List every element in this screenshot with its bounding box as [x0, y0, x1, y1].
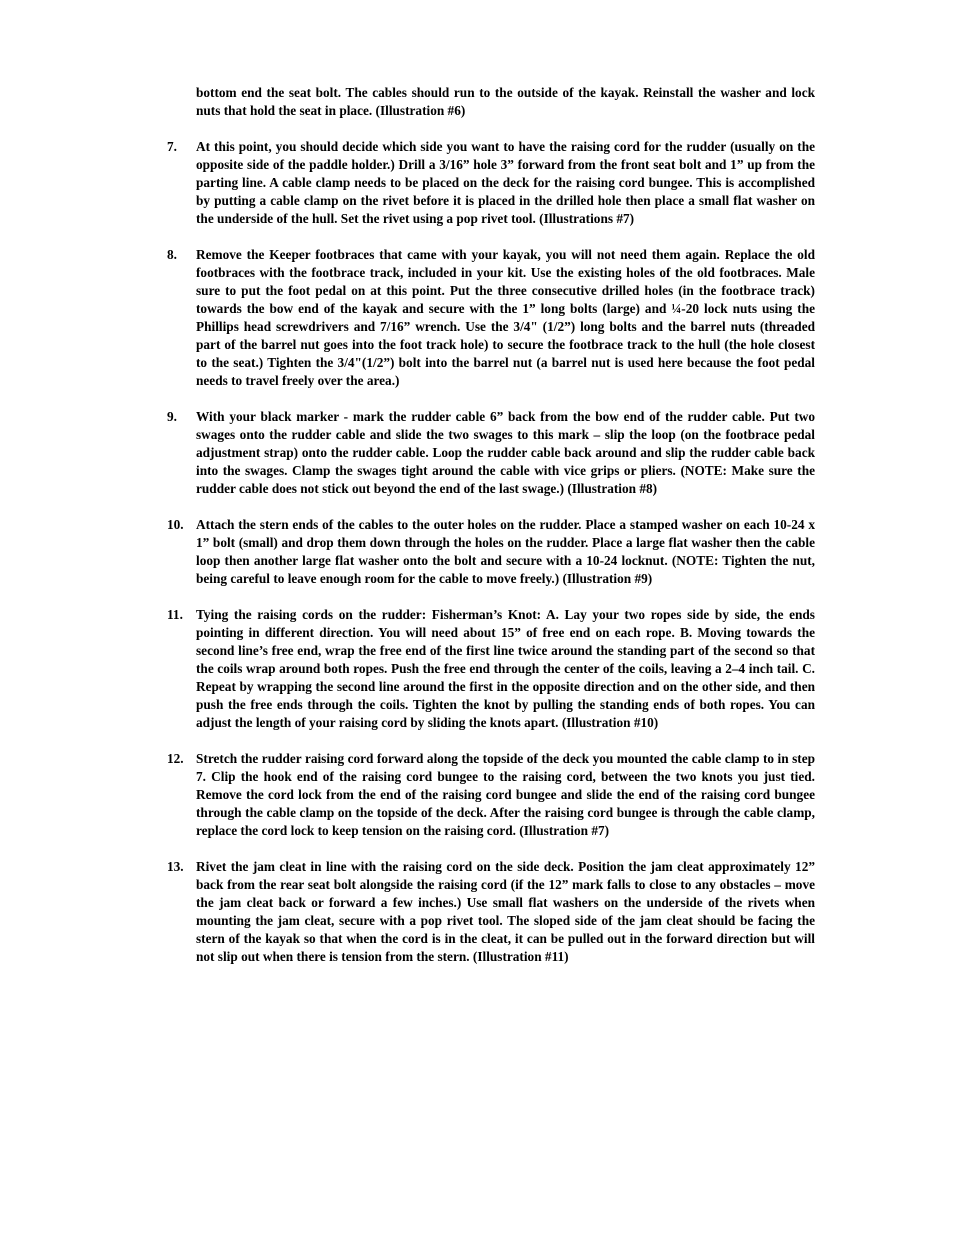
step-number: 9.	[167, 409, 177, 424]
step-number: 10.	[167, 517, 184, 532]
step-8	[167, 246, 815, 390]
step-number: 12.	[167, 751, 184, 766]
instructions-body	[167, 84, 815, 984]
step-10	[167, 516, 815, 588]
step-number: 8.	[167, 247, 177, 262]
step-text: Tying the raising cords on the rudder: Fisherman’s Knot: A. Lay your two ropes side by side, the ends pointing in different direction. You will need about 15” of free end on each rope. B. Moving towards the second line’s free end, wrap the free end of the first line twice around the standing part of the second so that the coils wrap around both ropes. Push the free end through the center of the coils, leaving a 2–4 inch tail. C. Repeat by wrapping the second line around the first in the opposite direction and on the other side, and then push the free ends through the coils. Tighten the knot by pulling the standing ends of both ropes. You can adjust the length of your raising cord by sliding the knots apart. (Illustration #10)	[196, 607, 815, 730]
step-text: Remove the Keeper footbraces that came with your kayak, you will not need them again. Replace the old footbraces with the footbrace track, included in your kit. Use the existing holes of the old footbraces. Male sure to put the foot pedal on at this point. Put the three consecutive drilled holes (in the footbrace track) towards the bow end of the kayak and secure with the 1” long bolts (large) and ¼-20 lock nuts using the Phillips head screwdrivers and 7/16” wrench. Use the 3/4" (1/2”) long bolts and the barrel nuts (threaded part of the barrel nut goes into the foot track hole) to secure the footbrace track to the hull (the hole closest to the seat.) Tighten the 3/4"(1/2”) bolt into the barrel nut (a barrel nut is used here because the foot pedal needs to travel freely over the area.)	[196, 247, 815, 388]
step-13	[167, 858, 815, 966]
step-12	[167, 750, 815, 840]
step-number: 13.	[167, 859, 184, 874]
continuation-text: bottom end the seat bolt. The cables should run to the outside of the kayak. Reinstall the washer and lock nuts that hold the seat in place. (Illustration #6)	[196, 85, 815, 118]
step-11	[167, 606, 815, 732]
step-text: Stretch the rudder raising cord forward along the topside of the deck you mounted the cable clamp to in step 7. Clip the hook end of the raising cord bungee to the raising cord, between the two knots you just tied. Remove the cord lock from the end of the raising cord bungee and slide the end of the raising cord bungee through the cable clamp on the topside of the deck. After the raising cord bungee is through the cable clamp, replace the cord lock to keep tension on the raising cord. (Illustration #7)	[196, 751, 815, 838]
step-number: 7.	[167, 139, 177, 154]
step-9	[167, 408, 815, 498]
step-text: Rivet the jam cleat in line with the raising cord on the side deck. Position the jam cleat approximately 12” back from the rear seat bolt alongside the raising cord (if the 12” mark falls to close to any obstacles – move the jam cleat back or forward a few inches.) Use small flat washers on the underside of the rivets when mounting the jam cleat, secure with a pop rivet tool. The sloped side of the jam cleat should be facing the stern of the kayak so that when the cord is in the cleat, it can be pulled out in the forward direction but will not slip out when there is tension from the stern. (Illustration #11)	[196, 859, 815, 964]
step-text: Attach the stern ends of the cables to the outer holes on the rudder. Place a stamped washer on each 10-24 x 1” bolt (small) and drop them down through the holes on the rudder. Place a large flat washer then the cable loop then another large flat washer onto the bolt and secure with a 10-24 locknut. (NOTE: Tighten the nut, being careful to leave enough room for the cable to move freely.) (Illustration #9)	[196, 517, 815, 586]
step-number: 11.	[167, 607, 183, 622]
step-text: With your black marker - mark the rudder cable 6” back from the bow end of the rudder cable. Put two swages onto the rudder cable and slide the two swages to this mark – slip the loop (on the footbrace pedal adjustment strap) onto the rudder cable. Loop the rudder cable back around and slip the rudder cable back into the swages. Clamp the swages tight around the cable with vice grips or pliers. (NOTE: Make sure the rudder cable does not stick out beyond the end of the last swage.) (Illustration #8)	[196, 409, 815, 496]
continuation-paragraph	[167, 84, 815, 120]
step-text: At this point, you should decide which side you want to have the raising cord for the rudder (usually on the opposite side of the paddle holder.) Drill a 3/16” hole 3” forward from the front seat bolt and 1” up from the parting line. A cable clamp needs to be placed on the deck for the raising cord bungee. This is accomplished by putting a cable clamp on the rivet before it is placed in the drilled hole then place a small flat washer on the underside of the hull. Set the rivet using a pop rivet tool. (Illustrations #7)	[196, 139, 815, 226]
step-7	[167, 138, 815, 228]
